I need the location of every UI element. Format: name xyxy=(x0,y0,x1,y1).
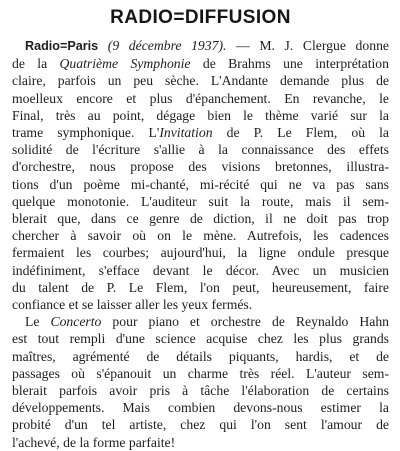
text-line xyxy=(12,55,389,72)
text-segment: — M. J. Clergue donne xyxy=(226,38,389,53)
text-line: du talent de P. Le Flem, l'on peut, heureusement, faire xyxy=(12,279,389,295)
review-paragraph-2 xyxy=(12,313,389,451)
text-line: tions d'un poème mi-chanté, mi-récité qui ne va pas sans xyxy=(12,176,389,192)
text-line: quelque monotonie. L'auditeur suit la route, mais il sem- xyxy=(12,193,389,209)
text-line: solidité de l'écriture s'allie à la connaissance des effets xyxy=(12,142,389,158)
text-line: maîtres, agrémenté de détails piquants, hardis, et de xyxy=(12,348,389,364)
text-line: fermaient les courbes; aujourd'hui, la ligne ondule presque xyxy=(12,245,389,261)
text-segment: trame symphonique. L' xyxy=(12,125,160,141)
text-line: développements. Mais combien devons-nous estimer la xyxy=(12,400,389,416)
text-line xyxy=(12,313,389,330)
text-line: claire, parfois un peu sèche. L'Andante demande plus de xyxy=(12,73,389,89)
text-line: est tout rempli d'une science acquise chez les plus grands xyxy=(12,331,389,347)
work-title: Invitation xyxy=(159,125,213,141)
work-title: Quatrième Symphonie xyxy=(59,56,191,72)
text-line: passages où s'épanouit un charme très réel. L'auteur sem- xyxy=(12,365,389,381)
text-line: blerait que, dans ce genre de diction, il ne doit pas trop xyxy=(12,211,389,227)
text-line: Final, très au point, dégage bien le thème varié sur la xyxy=(12,107,389,123)
text-line: confiance et se laisser aller les yeux fermés. xyxy=(12,297,253,313)
text-segment: Le xyxy=(25,314,51,330)
text-line xyxy=(12,37,389,55)
text-line: moelleux encore et plus d'épanchement. En revanche, le xyxy=(12,90,389,106)
section-heading: RADIO=DIFFUSION xyxy=(110,7,291,28)
work-title: Concerto xyxy=(50,314,102,330)
text-segment: pour piano et orchestre de Reynaldo Hahn xyxy=(101,314,390,330)
text-segment: de la xyxy=(12,56,60,72)
text-line: chercher à savoir où on le mène. Autrefois, les cadences xyxy=(12,228,389,244)
station-name: Radio=Paris xyxy=(25,39,99,53)
article-page xyxy=(12,6,389,451)
text-line xyxy=(12,124,389,141)
text-line: indéfiniment, s'efface devant le décor. Avec un musicien xyxy=(12,262,389,278)
broadcast-date: (9 décembre 1937). xyxy=(107,38,227,53)
text-line: probité d'un tel artiste, chez qui l'on sent l'amour de xyxy=(12,417,389,433)
review-paragraph-1 xyxy=(12,37,389,313)
text-segment: de Brahms une interprétation xyxy=(190,56,389,72)
text-line: blerait parfois avoir pris à tâche l'élaboration de certains xyxy=(12,383,389,399)
text-line: d'orchestre, nous propose des visions bretonnes, illustra- xyxy=(12,159,389,175)
text-segment: de P. Le Flem, où la xyxy=(212,125,390,141)
text-line: l'achevé, de la forme parfaite! xyxy=(12,434,176,450)
